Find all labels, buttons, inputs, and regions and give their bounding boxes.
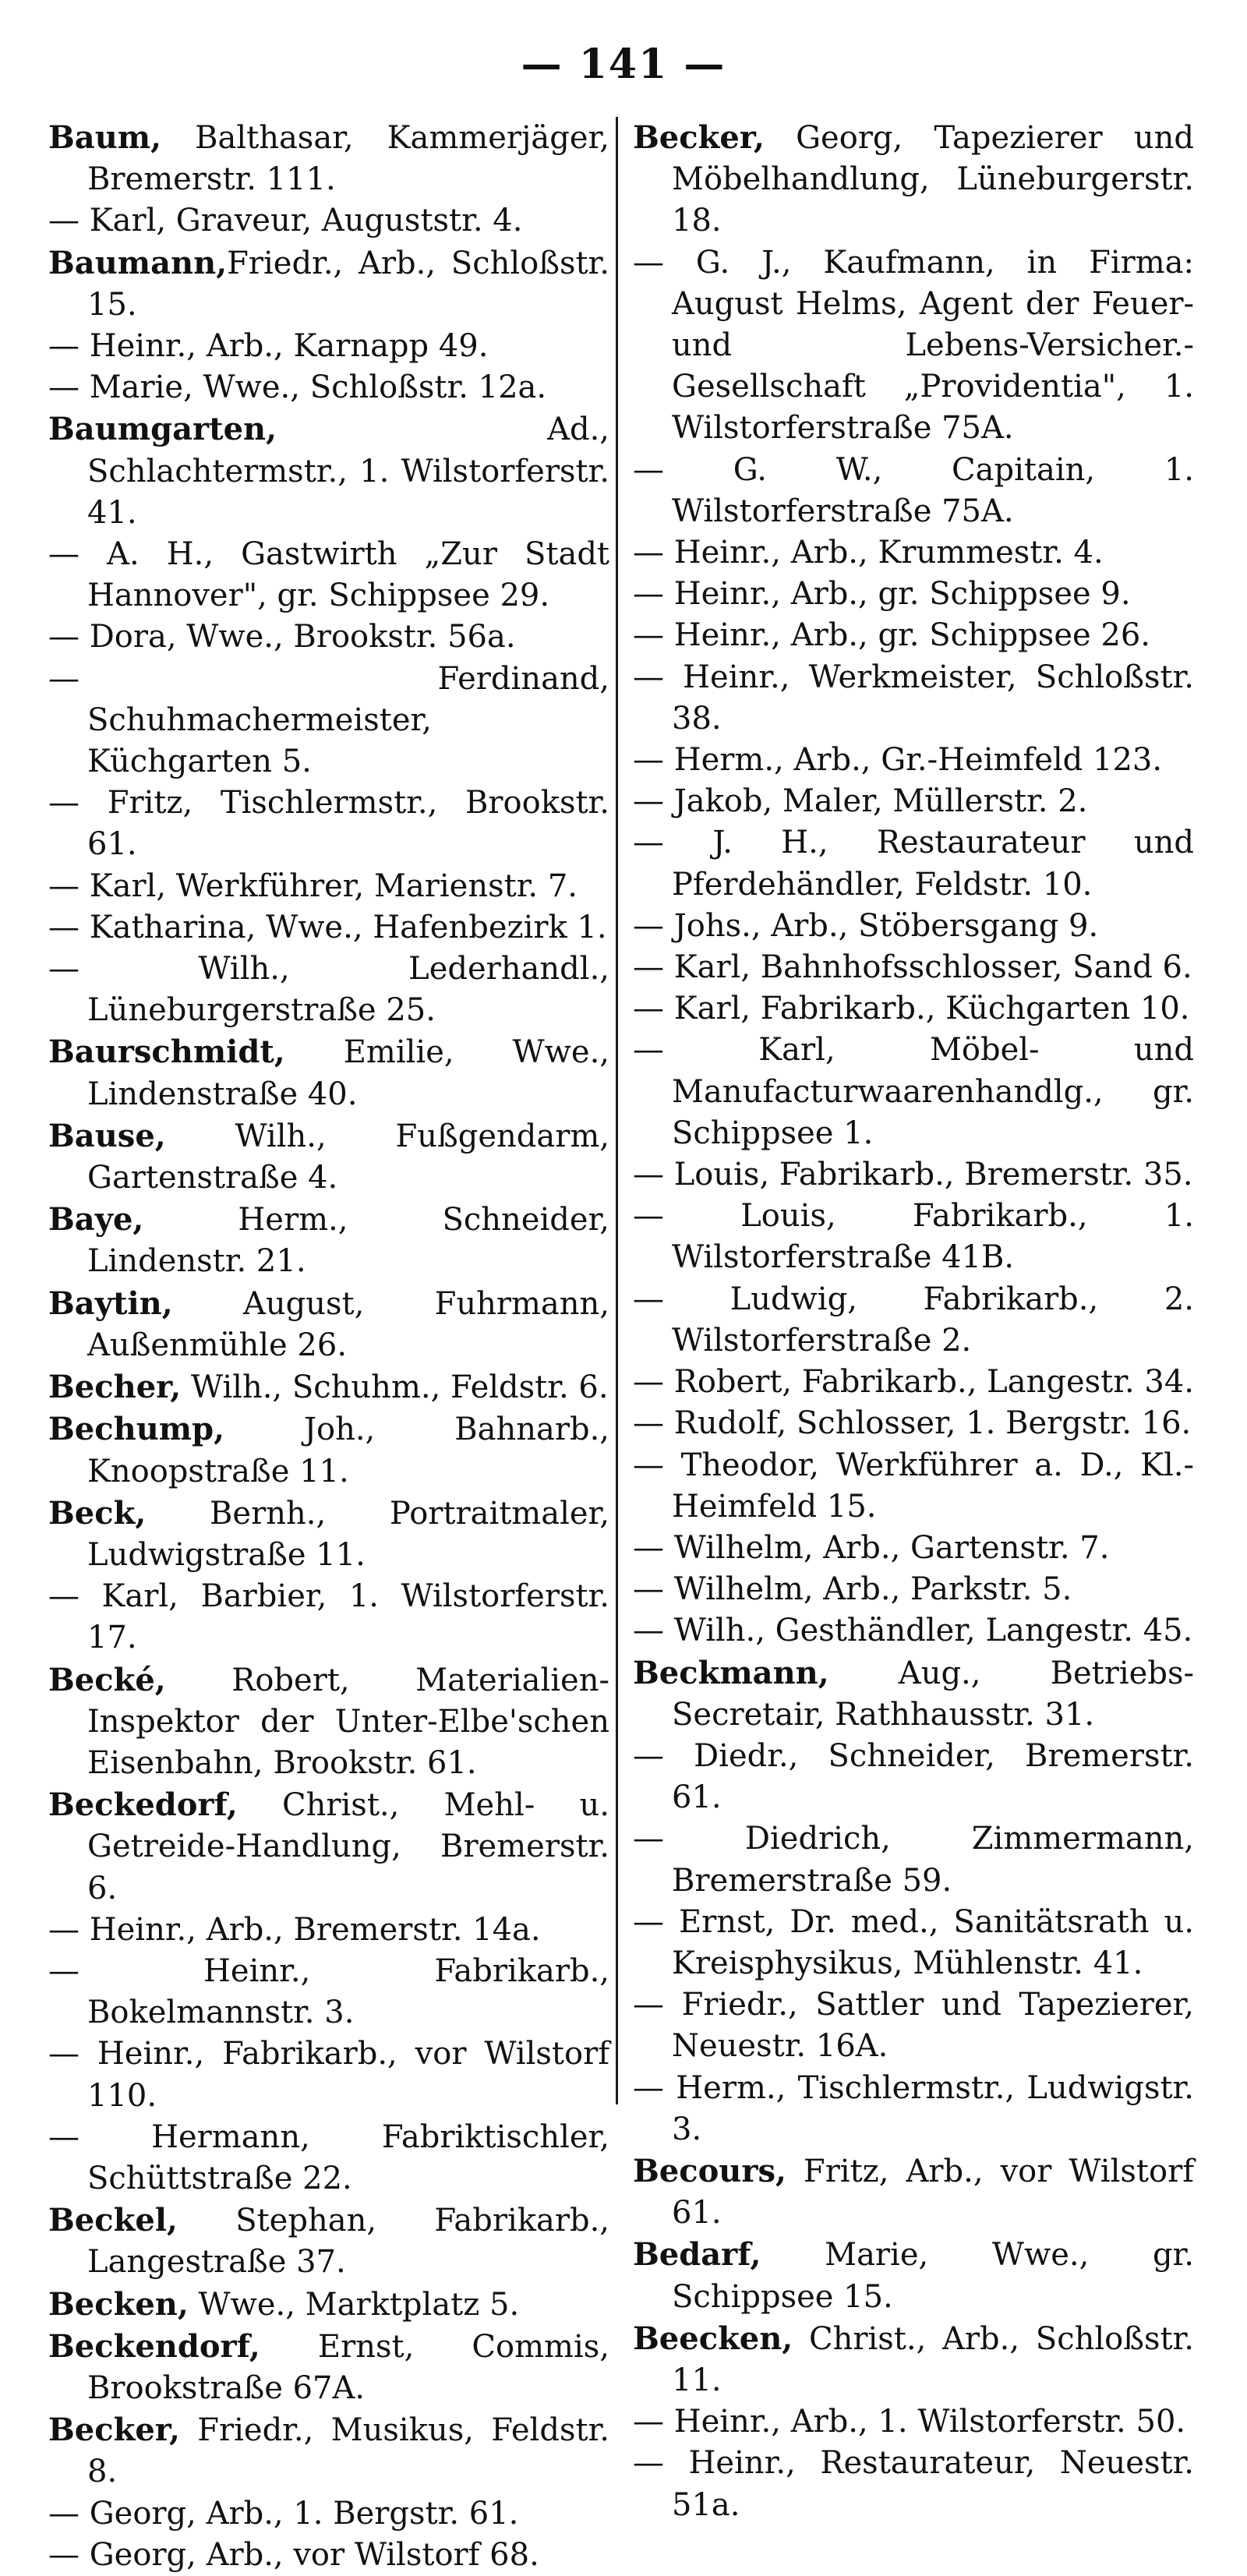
- directory-subentry: [633, 1818, 1194, 1901]
- entry-text: — Wilhelm, Arb., Parkstr. 5.: [633, 1571, 1072, 1608]
- entry-surname: Baumgarten,: [48, 411, 277, 448]
- entry-text: — G. W., Capitain, 1. Wilstorferstraße 75A.: [633, 451, 1194, 529]
- directory-entry: [633, 1652, 1194, 1736]
- entry-text: — A. H., Gastwirth „Zur Stadt Hannover", gr. Schippsee 29.: [48, 536, 609, 614]
- entry-text: Georg, Tapezierer und Möbelhandlung, Lüneburgerstr. 18.: [672, 120, 1194, 239]
- entry-text: — Heinr., Fabrikarb., Bokelmannstr. 3.: [48, 1952, 609, 2031]
- entry-text: — Louis, Fabrikarb., Bremerstr. 35.: [633, 1157, 1193, 1193]
- entry-text: — Heinr., Fabrikarb., vor Wilstorf 110.: [48, 2036, 609, 2114]
- directory-subentry: [633, 242, 1194, 450]
- directory-subentry: [633, 532, 1194, 574]
- entry-text: Fritz, Arb., vor Wilstorf 61.: [672, 2153, 1194, 2231]
- entry-text: — J. H., Restaurateur und Pferdehändler, Feldstr. 10.: [633, 825, 1194, 903]
- entry-surname: Becké,: [48, 1661, 166, 1698]
- entry-surname: Bause,: [48, 1117, 166, 1154]
- directory-subentry: [633, 657, 1194, 740]
- directory-subentry: [48, 783, 609, 865]
- directory-entry: [633, 2150, 1194, 2234]
- entry-text: Christ., Arb., Schloßstr. 11.: [672, 2320, 1194, 2398]
- entry-text: Marie, Wwe., gr. Schippsee 15.: [672, 2237, 1194, 2315]
- entry-text: Emilie, Wwe., Lindenstraße 40.: [87, 1034, 609, 1112]
- entry-text: — Hermann, Fabriktischler, Schüttstraße 22.: [48, 2118, 609, 2196]
- column-divider: [616, 117, 618, 2104]
- directory-entry: [633, 117, 1194, 242]
- directory-entry: [48, 408, 609, 534]
- directory-entry: [48, 1493, 609, 1576]
- entry-text: — Friedr., Sattler und Tapezierer, Neuestr. 16A.: [633, 1987, 1194, 2065]
- entry-surname: Beckel,: [48, 2202, 178, 2239]
- directory-subentry: [633, 740, 1194, 781]
- entry-text: — Wilhelm, Arb., Gartenstr. 7.: [633, 1529, 1110, 1566]
- entry-surname: Beckendorf,: [48, 2327, 260, 2365]
- entry-text: — Herm., Tischlermstr., Ludwigstr. 3.: [633, 2069, 1194, 2147]
- entry-surname: Becker,: [48, 2412, 180, 2449]
- entry-surname: Baurschmidt,: [48, 1034, 285, 1071]
- entry-text: Robert, Materialien-Inspektor der Unter-Elbe'schen Eisenbahn, Brookstr. 61.: [87, 1662, 609, 1781]
- directory-subentry: [633, 1154, 1194, 1196]
- entry-text: — Herm., Arb., Gr.-Heimfeld 123.: [633, 742, 1163, 779]
- directory-subentry: [633, 2401, 1194, 2443]
- entry-text: Ernst, Commis, Brookstraße 67A.: [87, 2328, 609, 2406]
- directory-subentry: [633, 2443, 1194, 2525]
- entry-text: — Wilh., Lederhandl., Lüneburgerstraße 25.: [48, 951, 609, 1029]
- directory-subentry: [48, 2034, 609, 2116]
- directory-subentry: [48, 659, 609, 783]
- entry-text: — Diedrich, Zimmermann, Bremerstraße 59.: [633, 1821, 1194, 1899]
- entry-text: Wilh., Fußgendarm, Gartenstraße 4.: [87, 1118, 609, 1196]
- left-column: [48, 117, 609, 2576]
- entry-surname: Becker,: [633, 119, 765, 156]
- entry-text: — Heinr., Arb., gr. Schippsee 9.: [633, 576, 1131, 613]
- directory-subentry: [48, 617, 609, 658]
- entry-surname: Becours,: [633, 2152, 786, 2189]
- directory-entry: [48, 1784, 609, 1910]
- directory-subentry: [633, 1362, 1194, 1403]
- directory-entry: [48, 2200, 609, 2283]
- directory-subentry: [633, 988, 1194, 1030]
- entry-surname: Beck,: [48, 1494, 147, 1532]
- entry-surname: Becher,: [48, 1369, 182, 1406]
- entry-text: — Theodor, Werkführer a. D., Kl.-Heimfeld 15.: [633, 1447, 1194, 1525]
- directory-subentry: [48, 2117, 609, 2200]
- entry-surname: Baytin,: [48, 1284, 173, 1322]
- entry-text: — Rudolf, Schlosser, 1. Bergstr. 16.: [633, 1405, 1192, 1442]
- directory-entry: [48, 1283, 609, 1366]
- entry-text: — Heinr., Arb., Bremerstr. 14a.: [48, 1911, 541, 1948]
- directory-entry: [633, 2234, 1194, 2317]
- directory-subentry: [633, 1569, 1194, 1610]
- directory-subentry: [633, 1196, 1194, 1278]
- entry-text: Wilh., Schuhm., Feldstr. 6.: [181, 1369, 609, 1406]
- directory-subentry: [48, 866, 609, 907]
- directory-subentry: [633, 1403, 1194, 1444]
- entry-text: — Heinr., Arb., Karnapp 49.: [48, 328, 489, 365]
- directory-subentry: [633, 450, 1194, 532]
- entry-text: Wwe., Marktplatz 5.: [188, 2286, 520, 2323]
- directory-entry: [48, 1659, 609, 1785]
- entry-surname: Baye,: [48, 1201, 144, 1239]
- entry-text: — Diedr., Schneider, Bremerstr. 61.: [633, 1737, 1194, 1816]
- directory-entry: [48, 1366, 609, 1408]
- entry-text: — Georg, Arb., vor Wilstorf 68.: [48, 2536, 539, 2573]
- directory-subentry: [633, 574, 1194, 615]
- directory-subentry: [48, 367, 609, 408]
- entry-text: — Heinr., Arb., Krummestr. 4.: [633, 535, 1104, 571]
- directory-subentry: [633, 1736, 1194, 1818]
- directory-subentry: [48, 949, 609, 1031]
- directory-entry: [48, 1115, 609, 1199]
- entry-text: — Ernst, Dr. med., Sanitätsrath u. Kreisphysikus, Mühlenstr. 41.: [633, 1903, 1194, 1981]
- entry-text: Bernh., Portraitmaler, Ludwigstraße 11.: [87, 1495, 609, 1573]
- entry-surname: Bedarf,: [633, 2236, 761, 2274]
- entry-text: — Robert, Fabrikarb., Langestr. 34.: [633, 1364, 1194, 1401]
- page-number: — 141 —: [521, 41, 726, 88]
- directory-entry: [633, 2318, 1194, 2401]
- entry-text: Balthasar, Kammerjäger, Bremerstr. 111.: [87, 120, 609, 198]
- directory-subentry: [633, 1984, 1194, 2067]
- directory-entry: [48, 1199, 609, 1282]
- directory-subentry: [633, 1279, 1194, 1362]
- entry-surname: Beckedorf,: [48, 1786, 238, 1824]
- entry-text: — Karl, Barbier, 1. Wilstorferstr. 17.: [48, 1578, 609, 1656]
- entry-text: — Karl, Werkführer, Marienstr. 7.: [48, 868, 578, 904]
- entry-text: Friedr., Arb., Schloßstr. 15.: [87, 245, 609, 323]
- directory-subentry: [633, 1528, 1194, 1569]
- directory-entry: [48, 117, 609, 200]
- directory-subentry: [48, 907, 609, 949]
- entry-text: Aug., Betriebs-Secretair, Rathhausstr. 31.: [672, 1655, 1194, 1733]
- entry-text: — Karl, Bahnhofsschlosser, Sand 6.: [633, 949, 1192, 986]
- directory-subentry: [48, 534, 609, 617]
- entry-text: — Karl, Fabrikarb., Küchgarten 10.: [633, 991, 1190, 1027]
- entry-text: — Louis, Fabrikarb., 1. Wilstorferstraße 41B.: [633, 1198, 1194, 1276]
- directory-subentry: [48, 326, 609, 367]
- entry-text: — Heinr., Restaurateur, Neuestr. 51a.: [633, 2445, 1194, 2523]
- directory-entry: [48, 2409, 609, 2493]
- entry-text: — Dora, Wwe., Brookstr. 56a.: [48, 619, 516, 655]
- directory-entry: [48, 242, 609, 326]
- directory-subentry: [633, 947, 1194, 988]
- directory-subentry: [48, 1910, 609, 1951]
- entry-surname: Beecken,: [633, 2320, 793, 2357]
- directory-subentry: [48, 200, 609, 242]
- directory-subentry: [48, 1951, 609, 2034]
- directory-entry: [48, 1031, 609, 1115]
- entry-text: August, Fuhrmann, Außenmühle 26.: [87, 1285, 609, 1363]
- entry-text: — Georg, Arb., 1. Bergstr. 61.: [48, 2495, 519, 2532]
- entry-text: — Ferdinand, Schuhmachermeister, Küchgarten 5.: [48, 660, 609, 780]
- directory-entry: [48, 1408, 609, 1492]
- entry-text: Joh., Bahnarb., Knoopstraße 11.: [87, 1412, 609, 1489]
- entry-text: — Fritz, Tischlermstr., Brookstr. 61.: [48, 785, 609, 863]
- directory-subentry: [633, 615, 1194, 656]
- entry-surname: Baum,: [48, 119, 162, 156]
- entry-surname: Baumann,: [48, 244, 228, 281]
- entry-text: Herm., Schneider, Lindenstr. 21.: [87, 1202, 609, 1280]
- entry-text: — Karl, Graveur, Auguststr. 4.: [48, 203, 523, 239]
- entry-surname: Beckmann,: [633, 1654, 829, 1691]
- directory-subentry: [48, 2535, 609, 2576]
- directory-subentry: [48, 2493, 609, 2535]
- directory-subentry: [633, 1610, 1194, 1652]
- directory-subentry: [633, 1445, 1194, 1528]
- directory-subentry: [633, 822, 1194, 905]
- directory-subentry: [633, 2068, 1194, 2150]
- entry-text: — Jakob, Maler, Müllerstr. 2.: [633, 783, 1088, 820]
- entry-text: — Wilh., Gesthändler, Langestr. 45.: [633, 1613, 1193, 1649]
- entry-text: — Karl, Möbel- und Manufacturwaarenhandlg., gr. Schippsee 1.: [633, 1032, 1194, 1151]
- directory-entry: [48, 2284, 609, 2326]
- entry-surname: Bechump,: [48, 1411, 224, 1448]
- entry-text: Friedr., Musikus, Feldstr. 8.: [87, 2412, 609, 2490]
- entry-text: Stephan, Fabrikarb., Langestraße 37.: [87, 2203, 609, 2281]
- entry-text: Ad., Schlachtermstr., 1. Wilstorferstr. 41.: [87, 412, 609, 531]
- entry-text: — G. J., Kaufmann, in Firma: August Helms, Agent der Feuer- und Lebens-Versicher.-Gesellschaft „Providentia", 1. Wilstorferstraße 75A.: [633, 244, 1194, 447]
- directory-subentry: [633, 781, 1194, 822]
- entry-text: — Heinr., Arb., gr. Schippsee 26.: [633, 617, 1150, 654]
- directory-subentry: [633, 1030, 1194, 1154]
- directory-subentry: [633, 906, 1194, 947]
- entry-text: Christ., Mehl- u. Getreide-Handlung, Bremerstr. 6.: [87, 1787, 609, 1906]
- entry-surname: Becken,: [48, 2285, 189, 2323]
- entry-text: — Katharina, Wwe., Hafenbezirk 1.: [48, 909, 607, 945]
- directory-subentry: [633, 1902, 1194, 1984]
- entry-text: — Heinr., Arb., 1. Wilstorferstr. 50.: [633, 2404, 1186, 2440]
- directory-subentry: [48, 1576, 609, 1659]
- entry-text: — Ludwig, Fabrikarb., 2. Wilstorferstraße 2.: [633, 1281, 1194, 1359]
- directory-entry: [48, 2326, 609, 2409]
- entry-text: — Heinr., Werkmeister, Schloßstr. 38.: [633, 659, 1194, 737]
- entry-text: — Johs., Arb., Stöbersgang 9.: [633, 907, 1099, 944]
- right-column: [633, 117, 1194, 2526]
- entry-text: — Marie, Wwe., Schloßstr. 12a.: [48, 369, 547, 406]
